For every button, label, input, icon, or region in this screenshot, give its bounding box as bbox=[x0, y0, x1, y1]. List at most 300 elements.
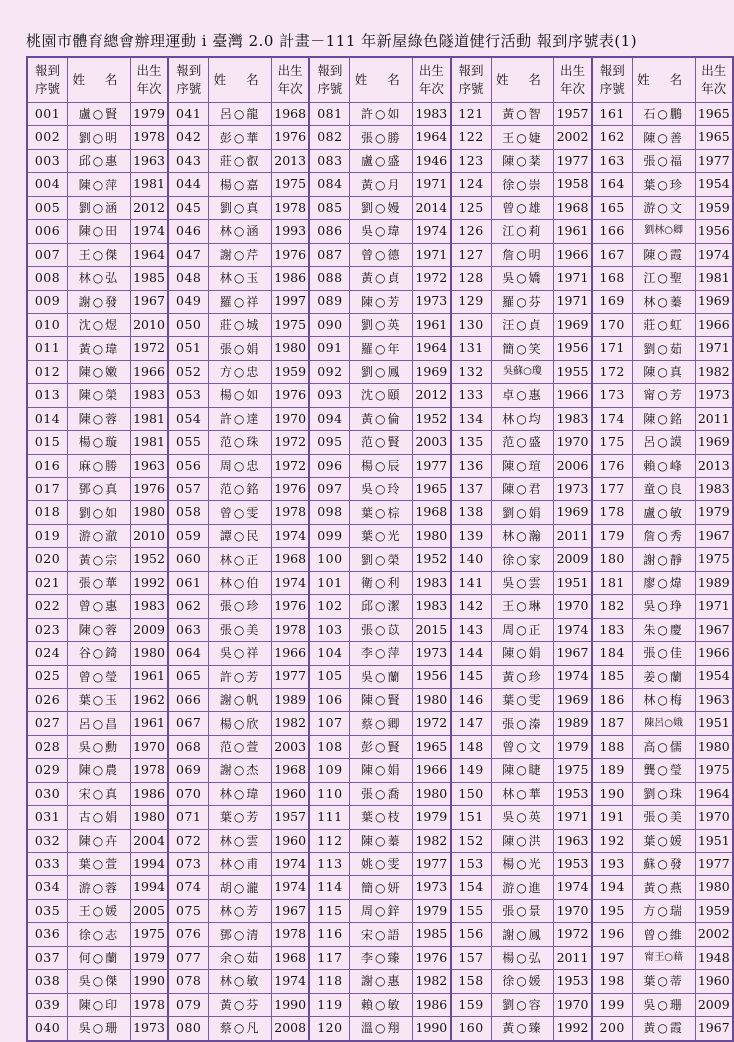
serial-number: 086 bbox=[309, 220, 350, 243]
participant-name: 陳○棻 bbox=[491, 149, 554, 172]
birth-year: 1990 bbox=[272, 993, 310, 1016]
table-row bbox=[27, 431, 733, 454]
serial-number: 091 bbox=[309, 337, 350, 360]
participant-name: 吳○英 bbox=[491, 806, 554, 829]
table-row bbox=[27, 782, 733, 805]
table-row bbox=[27, 571, 733, 594]
serial-number: 017 bbox=[27, 478, 68, 501]
serial-number: 075 bbox=[168, 899, 209, 922]
serial-number: 150 bbox=[451, 782, 492, 805]
participant-name: 呂○龍 bbox=[209, 103, 272, 126]
birth-year: 1966 bbox=[695, 313, 733, 336]
serial-number: 194 bbox=[592, 876, 633, 899]
participant-name: 吳○嬌 bbox=[491, 267, 554, 290]
serial-number: 160 bbox=[451, 1017, 492, 1041]
birth-year: 1961 bbox=[130, 712, 168, 735]
participant-name: 范○銘 bbox=[209, 478, 272, 501]
serial-number: 041 bbox=[168, 103, 209, 126]
participant-name: 鄧○清 bbox=[209, 923, 272, 946]
serial-number: 063 bbox=[168, 618, 209, 641]
birth-year: 1980 bbox=[130, 501, 168, 524]
participant-name: 林○雲 bbox=[209, 829, 272, 852]
serial-number: 133 bbox=[451, 384, 492, 407]
serial-number: 028 bbox=[27, 735, 68, 758]
birth-year: 2003 bbox=[272, 735, 310, 758]
serial-number: 011 bbox=[27, 337, 68, 360]
participant-name: 江○莉 bbox=[491, 220, 554, 243]
birth-year: 1989 bbox=[272, 688, 310, 711]
birth-year: 1977 bbox=[695, 149, 733, 172]
table-row bbox=[27, 665, 733, 688]
birth-year: 1961 bbox=[413, 313, 451, 336]
table-row bbox=[27, 360, 733, 383]
serial-number: 151 bbox=[451, 806, 492, 829]
serial-number: 147 bbox=[451, 712, 492, 735]
participant-name: 葉○玉 bbox=[68, 688, 131, 711]
serial-number: 142 bbox=[451, 595, 492, 618]
participant-name: 曾○瑩 bbox=[68, 665, 131, 688]
participant-name: 宋○語 bbox=[350, 923, 413, 946]
serial-number: 029 bbox=[27, 759, 68, 782]
birth-year: 1956 bbox=[413, 665, 451, 688]
participant-name: 何○蘭 bbox=[68, 946, 131, 969]
serial-number: 082 bbox=[309, 126, 350, 149]
serial-number: 030 bbox=[27, 782, 68, 805]
serial-number: 055 bbox=[168, 431, 209, 454]
birth-year: 1959 bbox=[272, 360, 310, 383]
participant-name: 周○忠 bbox=[209, 454, 272, 477]
participant-name: 葉○雯 bbox=[491, 688, 554, 711]
participant-name: 游○文 bbox=[632, 196, 695, 219]
birth-year: 1956 bbox=[695, 220, 733, 243]
participant-name: 谷○錡 bbox=[68, 642, 131, 665]
serial-number: 040 bbox=[27, 1017, 68, 1041]
participant-name: 楊○欣 bbox=[209, 712, 272, 735]
birth-year: 1969 bbox=[554, 501, 592, 524]
participant-name: 陳○銘 bbox=[632, 407, 695, 430]
participant-name: 葉○萱 bbox=[68, 853, 131, 876]
header-no: 報到 序號 bbox=[451, 57, 492, 103]
birth-year: 1974 bbox=[272, 524, 310, 547]
birth-year: 1973 bbox=[554, 478, 592, 501]
birth-year: 1983 bbox=[413, 103, 451, 126]
table-row bbox=[27, 735, 733, 758]
serial-number: 005 bbox=[27, 196, 68, 219]
table-row bbox=[27, 853, 733, 876]
birth-year: 1982 bbox=[413, 970, 451, 993]
participant-name: 吳○雲 bbox=[491, 571, 554, 594]
serial-number: 034 bbox=[27, 876, 68, 899]
serial-number: 042 bbox=[168, 126, 209, 149]
participant-name: 葉○枝 bbox=[350, 806, 413, 829]
serial-number: 093 bbox=[309, 384, 350, 407]
serial-number: 099 bbox=[309, 524, 350, 547]
birth-year: 1966 bbox=[554, 384, 592, 407]
serial-number: 173 bbox=[592, 384, 633, 407]
serial-number: 057 bbox=[168, 478, 209, 501]
participant-name: 吳○勳 bbox=[68, 735, 131, 758]
participant-name: 羅○祥 bbox=[209, 290, 272, 313]
participant-name: 石○鵬 bbox=[632, 103, 695, 126]
serial-number: 049 bbox=[168, 290, 209, 313]
birth-year: 1979 bbox=[554, 735, 592, 758]
participant-name: 劉○真 bbox=[209, 196, 272, 219]
participant-name: 林○伯 bbox=[209, 571, 272, 594]
participant-name: 劉○明 bbox=[68, 126, 131, 149]
serial-number: 137 bbox=[451, 478, 492, 501]
birth-year: 1976 bbox=[272, 595, 310, 618]
table-row bbox=[27, 313, 733, 336]
serial-number: 051 bbox=[168, 337, 209, 360]
table-row bbox=[27, 548, 733, 571]
birth-year: 2005 bbox=[130, 899, 168, 922]
serial-number: 157 bbox=[451, 946, 492, 969]
birth-year: 1974 bbox=[130, 220, 168, 243]
serial-number: 024 bbox=[27, 642, 68, 665]
serial-number: 141 bbox=[451, 571, 492, 594]
participant-name: 溫○翔 bbox=[350, 1017, 413, 1041]
serial-number: 136 bbox=[451, 454, 492, 477]
serial-number: 098 bbox=[309, 501, 350, 524]
serial-number: 158 bbox=[451, 970, 492, 993]
birth-year: 2013 bbox=[272, 149, 310, 172]
header-row bbox=[27, 57, 733, 103]
birth-year: 1970 bbox=[554, 431, 592, 454]
serial-number: 101 bbox=[309, 571, 350, 594]
birth-year: 1972 bbox=[272, 431, 310, 454]
participant-name: 吳○珊 bbox=[632, 993, 695, 1016]
serial-number: 167 bbox=[592, 243, 633, 266]
birth-year: 1968 bbox=[272, 759, 310, 782]
serial-number: 018 bbox=[27, 501, 68, 524]
serial-number: 186 bbox=[592, 688, 633, 711]
birth-year: 1974 bbox=[413, 220, 451, 243]
participant-name: 吳○玲 bbox=[350, 478, 413, 501]
birth-year: 1976 bbox=[413, 946, 451, 969]
serial-number: 079 bbox=[168, 993, 209, 1016]
participant-name: 莊○叡 bbox=[209, 149, 272, 172]
serial-number: 170 bbox=[592, 313, 633, 336]
serial-number: 035 bbox=[27, 899, 68, 922]
birth-year: 1979 bbox=[413, 806, 451, 829]
participant-name: 廖○煒 bbox=[632, 571, 695, 594]
participant-name: 古○娟 bbox=[68, 806, 131, 829]
serial-number: 161 bbox=[592, 103, 633, 126]
serial-number: 020 bbox=[27, 548, 68, 571]
serial-number: 016 bbox=[27, 454, 68, 477]
birth-year: 1966 bbox=[695, 642, 733, 665]
header-name: 姓 名 bbox=[350, 57, 413, 103]
participant-name: 周○鋅 bbox=[350, 899, 413, 922]
birth-year: 1979 bbox=[130, 946, 168, 969]
serial-number: 112 bbox=[309, 829, 350, 852]
serial-number: 022 bbox=[27, 595, 68, 618]
participant-name: 甯王○藉 bbox=[632, 946, 695, 969]
participant-name: 盧○賢 bbox=[68, 103, 131, 126]
birth-year: 1968 bbox=[554, 196, 592, 219]
participant-name: 林○敏 bbox=[209, 970, 272, 993]
birth-year: 1978 bbox=[130, 126, 168, 149]
birth-year: 1997 bbox=[272, 290, 310, 313]
participant-name: 麻○勝 bbox=[68, 454, 131, 477]
participant-name: 吳○珊 bbox=[68, 1017, 131, 1041]
birth-year: 1967 bbox=[272, 899, 310, 922]
serial-number: 191 bbox=[592, 806, 633, 829]
birth-year: 1975 bbox=[272, 173, 310, 196]
participant-name: 彭○賢 bbox=[350, 735, 413, 758]
birth-year: 2009 bbox=[554, 548, 592, 571]
birth-year: 1964 bbox=[413, 126, 451, 149]
birth-year: 1957 bbox=[272, 806, 310, 829]
participant-name: 胡○瀧 bbox=[209, 876, 272, 899]
participant-name: 林○弘 bbox=[68, 267, 131, 290]
serial-number: 032 bbox=[27, 829, 68, 852]
birth-year: 1963 bbox=[695, 688, 733, 711]
birth-year: 1946 bbox=[413, 149, 451, 172]
participant-name: 陳○洪 bbox=[491, 829, 554, 852]
birth-year: 1992 bbox=[554, 1017, 592, 1041]
serial-number: 119 bbox=[309, 993, 350, 1016]
participant-name: 葉○媛 bbox=[632, 829, 695, 852]
table-row bbox=[27, 220, 733, 243]
serial-number: 072 bbox=[168, 829, 209, 852]
participant-name: 葉○光 bbox=[350, 524, 413, 547]
participant-name: 葉○棕 bbox=[350, 501, 413, 524]
header-year: 出生 年次 bbox=[413, 57, 451, 103]
serial-number: 193 bbox=[592, 853, 633, 876]
birth-year: 1963 bbox=[554, 829, 592, 852]
participant-name: 林○甫 bbox=[209, 853, 272, 876]
birth-year: 1973 bbox=[695, 384, 733, 407]
participant-name: 陳○卉 bbox=[68, 829, 131, 852]
participant-name: 許○達 bbox=[209, 407, 272, 430]
participant-name: 方○瑞 bbox=[632, 899, 695, 922]
header-name: 姓 名 bbox=[632, 57, 695, 103]
participant-name: 楊○璇 bbox=[68, 431, 131, 454]
birth-year: 1978 bbox=[272, 923, 310, 946]
participant-name: 徐○家 bbox=[491, 548, 554, 571]
serial-number: 004 bbox=[27, 173, 68, 196]
birth-year: 1990 bbox=[130, 970, 168, 993]
table-row bbox=[27, 196, 733, 219]
participant-name: 范○萱 bbox=[209, 735, 272, 758]
participant-name: 黃○臻 bbox=[491, 1017, 554, 1041]
participant-name: 簡○笑 bbox=[491, 337, 554, 360]
participant-name: 徐○崇 bbox=[491, 173, 554, 196]
birth-year: 2006 bbox=[554, 454, 592, 477]
birth-year: 1952 bbox=[413, 407, 451, 430]
participant-name: 江○聖 bbox=[632, 267, 695, 290]
serial-number: 006 bbox=[27, 220, 68, 243]
participant-name: 游○蓉 bbox=[68, 876, 131, 899]
table-row bbox=[27, 876, 733, 899]
table-row bbox=[27, 946, 733, 969]
birth-year: 1983 bbox=[413, 571, 451, 594]
serial-number: 123 bbox=[451, 149, 492, 172]
birth-year: 1980 bbox=[695, 876, 733, 899]
birth-year: 1975 bbox=[695, 548, 733, 571]
participant-name: 陳○蓁 bbox=[350, 829, 413, 852]
birth-year: 1965 bbox=[413, 735, 451, 758]
serial-number: 087 bbox=[309, 243, 350, 266]
participant-name: 黃○宗 bbox=[68, 548, 131, 571]
birth-year: 1973 bbox=[413, 290, 451, 313]
participant-name: 王○傑 bbox=[68, 243, 131, 266]
birth-year: 1974 bbox=[272, 571, 310, 594]
participant-name: 姚○雯 bbox=[350, 853, 413, 876]
birth-year: 1969 bbox=[554, 313, 592, 336]
birth-year: 1980 bbox=[130, 642, 168, 665]
birth-year: 1975 bbox=[272, 313, 310, 336]
serial-number: 053 bbox=[168, 384, 209, 407]
birth-year: 2011 bbox=[695, 407, 733, 430]
serial-number: 058 bbox=[168, 501, 209, 524]
birth-year: 1955 bbox=[554, 360, 592, 383]
birth-year: 1956 bbox=[554, 337, 592, 360]
participant-name: 劉○榮 bbox=[350, 548, 413, 571]
serial-number: 192 bbox=[592, 829, 633, 852]
serial-number: 140 bbox=[451, 548, 492, 571]
serial-number: 196 bbox=[592, 923, 633, 946]
table-row bbox=[27, 595, 733, 618]
participant-name: 葉○蒂 bbox=[632, 970, 695, 993]
participant-name: 蘇○發 bbox=[632, 853, 695, 876]
participant-name: 黃○智 bbox=[491, 103, 554, 126]
participant-name: 張○佳 bbox=[632, 642, 695, 665]
participant-name: 姜○蘭 bbox=[632, 665, 695, 688]
serial-number: 195 bbox=[592, 899, 633, 922]
participant-name: 謝○帆 bbox=[209, 688, 272, 711]
participant-name: 莊○城 bbox=[209, 313, 272, 336]
serial-number: 076 bbox=[168, 923, 209, 946]
serial-number: 185 bbox=[592, 665, 633, 688]
registration-table bbox=[26, 56, 734, 1042]
participant-name: 謝○芹 bbox=[209, 243, 272, 266]
serial-number: 108 bbox=[309, 735, 350, 758]
birth-year: 1976 bbox=[130, 478, 168, 501]
birth-year: 1972 bbox=[413, 267, 451, 290]
serial-number: 084 bbox=[309, 173, 350, 196]
birth-year: 1982 bbox=[272, 712, 310, 735]
serial-number: 138 bbox=[451, 501, 492, 524]
participant-name: 許○如 bbox=[350, 103, 413, 126]
serial-number: 047 bbox=[168, 243, 209, 266]
birth-year: 1986 bbox=[130, 782, 168, 805]
participant-name: 曾○雄 bbox=[491, 196, 554, 219]
birth-year: 1974 bbox=[272, 853, 310, 876]
table-row bbox=[27, 829, 733, 852]
serial-number: 094 bbox=[309, 407, 350, 430]
participant-name: 呂○昌 bbox=[68, 712, 131, 735]
birth-year: 1959 bbox=[695, 899, 733, 922]
serial-number: 046 bbox=[168, 220, 209, 243]
table-row bbox=[27, 642, 733, 665]
serial-number: 124 bbox=[451, 173, 492, 196]
table-row bbox=[27, 524, 733, 547]
participant-name: 林○華 bbox=[491, 782, 554, 805]
serial-number: 010 bbox=[27, 313, 68, 336]
serial-number: 190 bbox=[592, 782, 633, 805]
participant-name: 林○涵 bbox=[209, 220, 272, 243]
birth-year: 1953 bbox=[554, 782, 592, 805]
serial-number: 043 bbox=[168, 149, 209, 172]
birth-year: 2002 bbox=[554, 126, 592, 149]
participant-name: 沈○煜 bbox=[68, 313, 131, 336]
birth-year: 2011 bbox=[554, 524, 592, 547]
birth-year: 1983 bbox=[554, 407, 592, 430]
birth-year: 2013 bbox=[695, 454, 733, 477]
participant-name: 龔○瑩 bbox=[632, 759, 695, 782]
birth-year: 1968 bbox=[413, 501, 451, 524]
participant-name: 劉○娟 bbox=[491, 501, 554, 524]
serial-number: 131 bbox=[451, 337, 492, 360]
birth-year: 1977 bbox=[272, 665, 310, 688]
birth-year: 2003 bbox=[413, 431, 451, 454]
serial-number: 021 bbox=[27, 571, 68, 594]
birth-year: 1967 bbox=[554, 642, 592, 665]
serial-number: 198 bbox=[592, 970, 633, 993]
table-row bbox=[27, 923, 733, 946]
participant-name: 林○正 bbox=[209, 548, 272, 571]
table-row bbox=[27, 970, 733, 993]
serial-number: 102 bbox=[309, 595, 350, 618]
serial-number: 100 bbox=[309, 548, 350, 571]
birth-year: 1974 bbox=[554, 618, 592, 641]
serial-number: 081 bbox=[309, 103, 350, 126]
birth-year: 1978 bbox=[272, 196, 310, 219]
serial-number: 159 bbox=[451, 993, 492, 1016]
serial-number: 183 bbox=[592, 618, 633, 641]
serial-number: 145 bbox=[451, 665, 492, 688]
serial-number: 166 bbox=[592, 220, 633, 243]
birth-year: 1982 bbox=[413, 829, 451, 852]
birth-year: 1975 bbox=[554, 759, 592, 782]
participant-name: 陳○蓉 bbox=[68, 618, 131, 641]
birth-year: 1964 bbox=[413, 337, 451, 360]
birth-year: 1952 bbox=[130, 548, 168, 571]
birth-year: 2009 bbox=[130, 618, 168, 641]
birth-year: 2010 bbox=[130, 313, 168, 336]
serial-number: 013 bbox=[27, 384, 68, 407]
birth-year: 1964 bbox=[130, 243, 168, 266]
birth-year: 1951 bbox=[695, 712, 733, 735]
participant-name: 陳○田 bbox=[68, 220, 131, 243]
table-row bbox=[27, 899, 733, 922]
birth-year: 1986 bbox=[272, 267, 310, 290]
participant-name: 吳○蘭 bbox=[350, 665, 413, 688]
serial-number: 012 bbox=[27, 360, 68, 383]
participant-name: 游○進 bbox=[491, 876, 554, 899]
serial-number: 038 bbox=[27, 970, 68, 993]
birth-year: 1959 bbox=[695, 196, 733, 219]
participant-name: 吳○琤 bbox=[632, 595, 695, 618]
birth-year: 1974 bbox=[272, 876, 310, 899]
serial-number: 187 bbox=[592, 712, 633, 735]
serial-number: 126 bbox=[451, 220, 492, 243]
birth-year: 1974 bbox=[554, 876, 592, 899]
serial-number: 163 bbox=[592, 149, 633, 172]
birth-year: 1970 bbox=[554, 595, 592, 618]
header-no: 報到 序號 bbox=[168, 57, 209, 103]
birth-year: 1985 bbox=[130, 267, 168, 290]
participant-name: 詹○明 bbox=[491, 243, 554, 266]
birth-year: 1967 bbox=[695, 618, 733, 641]
table-row bbox=[27, 1017, 733, 1041]
table-row bbox=[27, 149, 733, 172]
birth-year: 1979 bbox=[130, 103, 168, 126]
serial-number: 130 bbox=[451, 313, 492, 336]
serial-number: 039 bbox=[27, 993, 68, 1016]
